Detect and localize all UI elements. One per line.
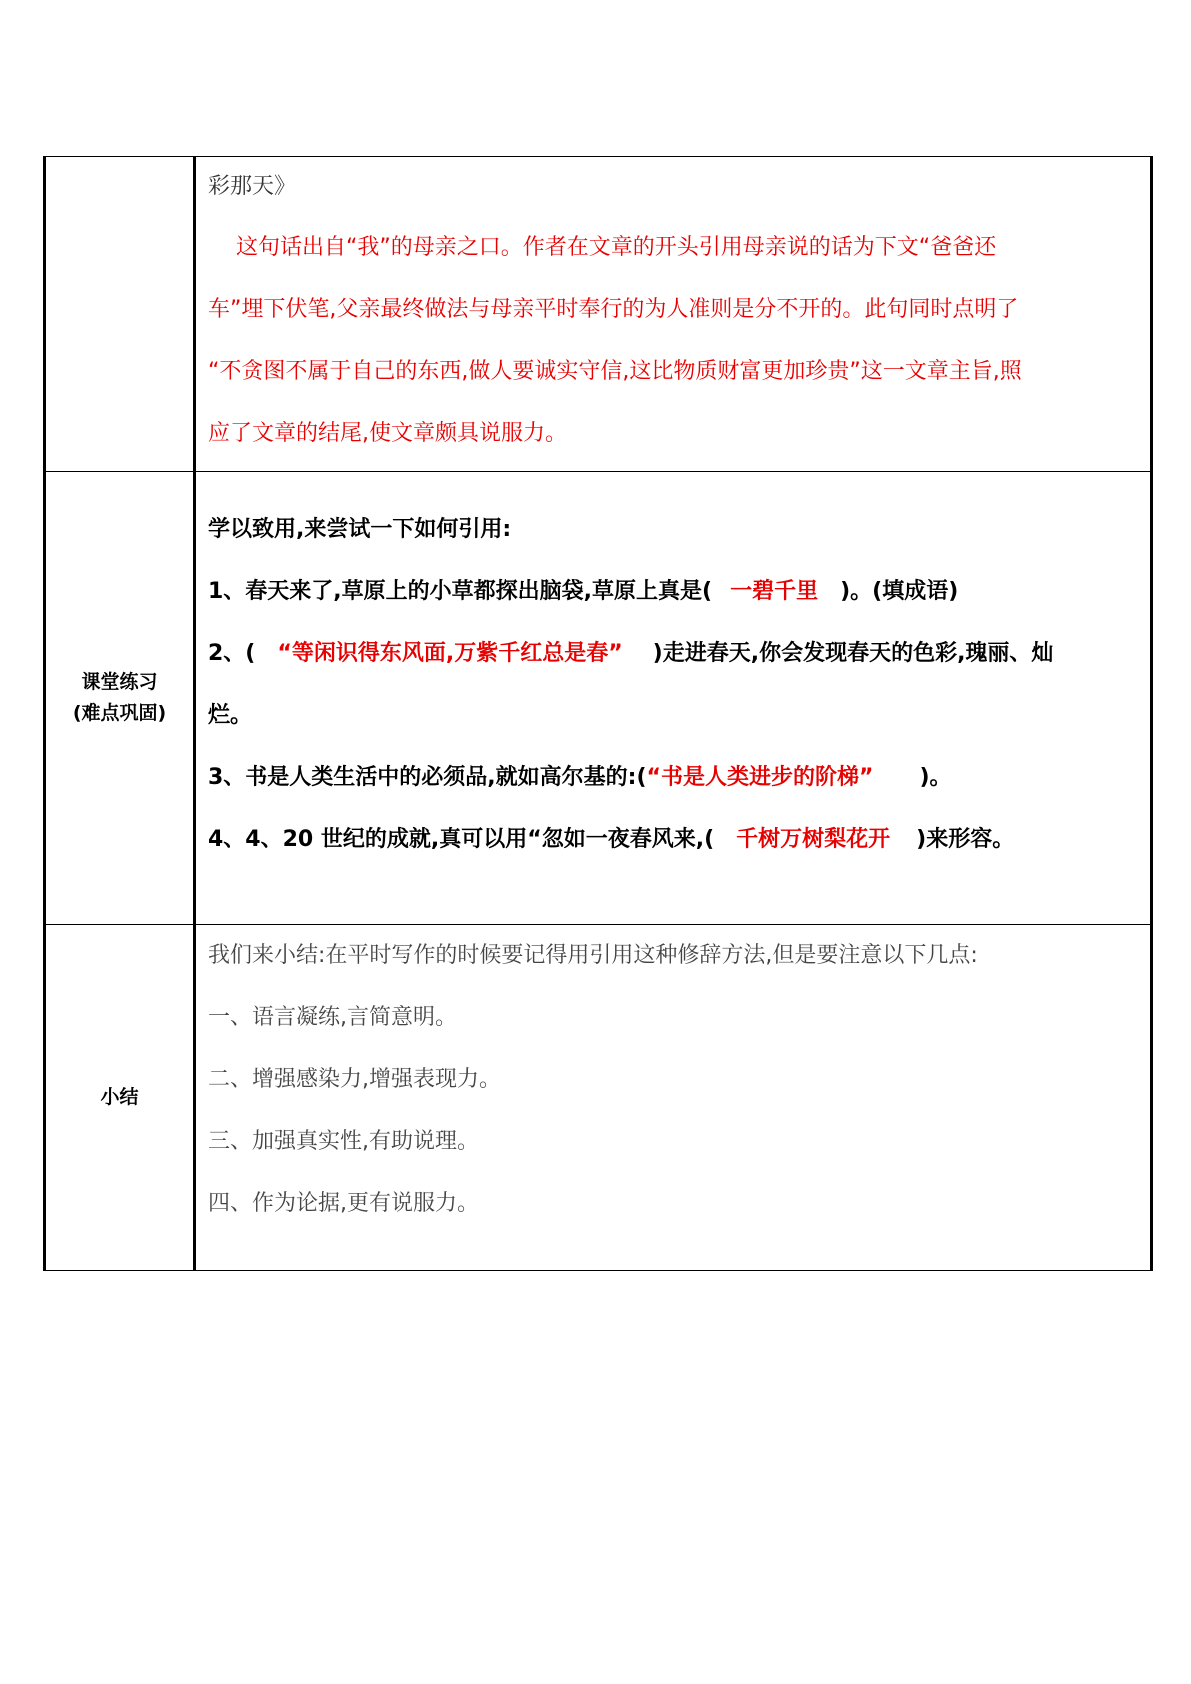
practice-label <box>46 667 193 729</box>
practice-label-cell <box>45 472 195 925</box>
summary-point-2: 二、增强感染力,增强表现力。 <box>208 1067 501 1092</box>
row-label-empty <box>45 157 195 472</box>
summary-point-3: 三、加强真实性,有助说理。 <box>208 1129 479 1154</box>
question-2 <box>208 623 1140 685</box>
question-3-text: 3、书是人类生活中的必须品,就如高尔基的:( <box>208 765 647 790</box>
summary-label-cell <box>45 925 195 1271</box>
lesson-plan-sheet <box>43 156 1153 1271</box>
analysis-cell <box>195 157 1152 472</box>
summary-point-1: 一、语言凝练,言简意明。 <box>208 1005 457 1030</box>
practice-cell <box>195 472 1152 925</box>
question-1-text: 1、春天来了,草原上的小草都探出脑袋,草原上真是( <box>208 579 713 604</box>
analysis-line-3: “不贪图不属于自己的东西,做人要诚实守信,这比物质财富更加珍贵”这一文章主旨,照 <box>208 359 1022 384</box>
analysis-line-2: 车”埋下伏笔,父亲最终做法与母亲平时奉行的为人准则是分不开的。此句同时点明了 <box>208 297 1019 322</box>
summary-cell <box>195 925 1152 1271</box>
lesson-table <box>43 156 1153 1271</box>
question-3 <box>208 747 1140 809</box>
question-4-tail: )来形容。 <box>916 827 1015 852</box>
practice-label-line1: 课堂练习 <box>81 671 158 693</box>
question-2-tail: )走进春天,你会发现春天的色彩,瑰丽、灿 <box>652 641 1054 666</box>
question-1-tail: )。(填成语) <box>840 579 959 604</box>
question-2-text: 2、( <box>208 641 256 666</box>
summary-intro: 我们来小结:在平时写作的时候要记得用引用这种修辞方法,但是要注意以下几点: <box>208 943 978 968</box>
practice-label-line2: (难点巩固) <box>72 702 167 724</box>
question-2-continued: 烂。 <box>208 703 253 728</box>
question-4-text: 4、4、20 世纪的成就,真可以用“忽如一夜春风来,( <box>208 827 715 852</box>
question-2-answer: “等闲识得东风面,万紫千红总是春” <box>277 641 623 666</box>
table-row-practice <box>45 472 1152 925</box>
analysis-line-1: 这句话出自“我”的母亲之口。作者在文章的开头引用母亲说的话为下文“爸爸还 <box>236 235 997 260</box>
question-1 <box>208 561 1140 623</box>
continuation-text: 彩那天》 <box>208 174 297 199</box>
question-4-answer: 千树万树梨花开 <box>736 827 891 852</box>
summary-label: 小结 <box>100 1086 139 1108</box>
question-1-answer: 一碧千里 <box>730 579 819 604</box>
analysis-line-4: 应了文章的结尾,使文章颇具说服力。 <box>208 421 567 446</box>
question-4 <box>208 809 1140 871</box>
question-3-tail: )。 <box>919 765 952 790</box>
summary-point-4: 四、作为论据,更有说服力。 <box>208 1191 479 1216</box>
table-row-summary <box>45 925 1152 1271</box>
practice-intro: 学以致用,来尝试一下如何引用: <box>208 517 512 542</box>
table-row-analysis <box>45 157 1152 472</box>
question-3-answer: “书是人类进步的阶梯” <box>646 765 874 790</box>
